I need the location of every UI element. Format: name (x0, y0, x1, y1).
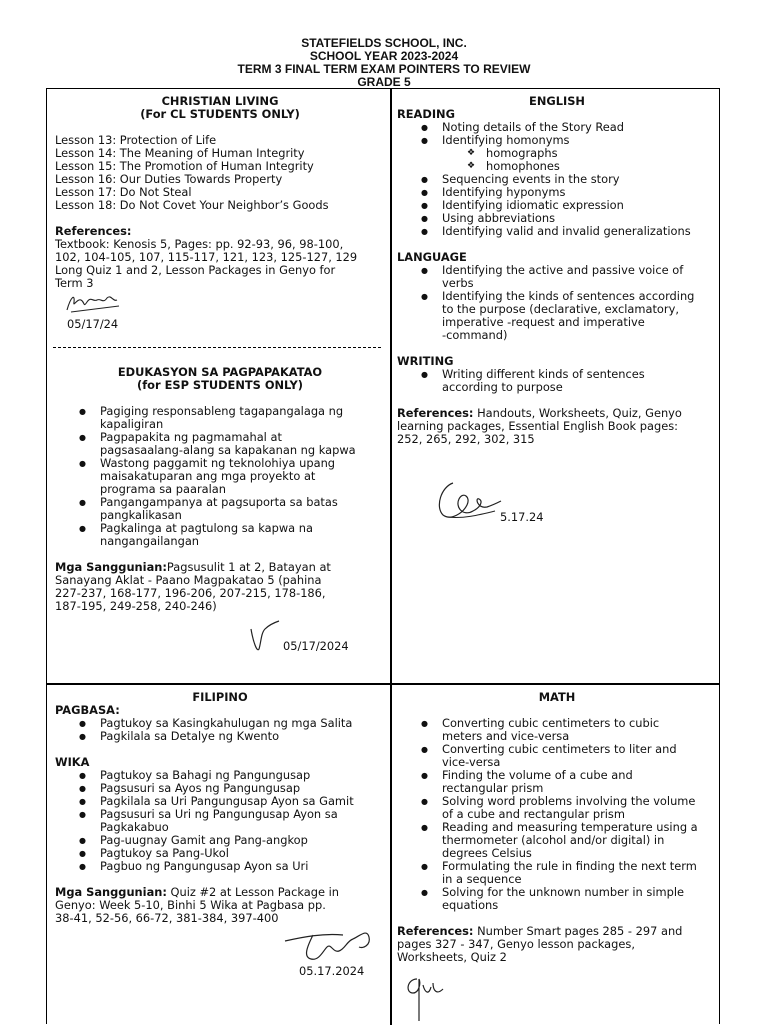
cl-title: CHRISTIAN LIVING (161, 94, 279, 108)
reading-item: ● Identifying homonyms (397, 134, 717, 147)
math-item: ● Solving word problems involving the volume of a cube and rectangular prism (397, 795, 717, 821)
lesson-item: Lesson 17: Do Not Steal (55, 185, 192, 199)
reading-subitem: ❖ homophones (397, 160, 717, 173)
reading-item: ● Sequencing events in the story (397, 173, 717, 186)
dashed-separator (53, 347, 381, 348)
lesson-item: Lesson 16: Our Duties Towards Property (55, 172, 283, 186)
english-cell (397, 95, 717, 446)
cl-lessons (55, 134, 385, 212)
filipino-signature (283, 927, 379, 967)
school-name: STATEFIELDS SCHOOL, INC. (301, 36, 467, 50)
cl-references-label: References: (55, 224, 132, 238)
math-item: ● Finding the volume of a cube and rectangular prism (397, 769, 717, 795)
english-references: References: Handouts, Worksheets, Quiz, Genyo (397, 406, 682, 420)
reading-subitem: ❖ homographs (397, 147, 717, 160)
lesson-item: Lesson 13: Protection of Life (55, 133, 217, 147)
wika-item: ● Pagtukoy sa Pang-Ukol (55, 847, 385, 860)
english-references-line: 252, 265, 292, 302, 315 (397, 432, 535, 446)
esp-date: 05/17/2024 (283, 639, 349, 653)
reading-item: ● Identifying valid and invalid generalizations (397, 225, 717, 238)
math-references-line: pages 327 - 347, Genyo lesson packages, (397, 937, 635, 951)
cl-references-line: Long Quiz 1 and 2, Lesson Packages in Genyo for (55, 263, 336, 277)
cl-references-line: Term 3 (55, 276, 94, 290)
filipino-cell (55, 691, 385, 925)
language-item: ● Identifying the active and passive voice of verbs (397, 264, 717, 290)
math-references: References: Number Smart pages 285 - 297 and (397, 924, 683, 938)
cl-references-line: Textbook: Kenosis 5, Pages: pp. 92-93, 96, 98-100, (55, 237, 344, 251)
cl-date: 05/17/24 (67, 317, 119, 331)
esp-title: EDUKASYON SA PAGPAPAKATAO (117, 365, 323, 379)
cl-subtitle: (For CL STUDENTS ONLY) (140, 107, 300, 121)
term-title: TERM 3 FINAL TERM EXAM POINTERS TO REVIEW (237, 62, 531, 76)
filipino-title: FILIPINO (192, 690, 248, 704)
filipino-references-line: 38-41, 52-56, 66-72, 381-384, 397-400 (55, 911, 279, 925)
math-item: ● Converting cubic centimeters to cubic meters and vice-versa (397, 717, 717, 743)
wika-item: ● Pagsusuri sa Ayos ng Pangungusap (55, 782, 385, 795)
filipino-date: 05.17.2024 (299, 964, 365, 978)
pointers-table (46, 88, 720, 1024)
reading-list (397, 121, 717, 238)
language-list (397, 264, 717, 342)
pagbasa-label: PAGBASA: (55, 703, 120, 717)
math-item: ● Reading and measuring temperature using a thermometer (alcohol and/or digital) in degrees Celsius (397, 821, 717, 860)
pagbasa-list (55, 717, 385, 743)
christian-living-cell (55, 95, 385, 290)
language-item: ● Identifying the kinds of sentences according to the purpose (declarative, exclamatory, imperative -request and imperative -command) (397, 290, 717, 342)
esp-item: ● Pangangampanya at pagsuporta sa batas pangkalikasan (55, 496, 385, 522)
grade-level: GRADE 5 (357, 75, 411, 89)
esp-item: ● Pagkalinga at pagtulong sa kapwa na nangangailangan (55, 522, 385, 548)
math-list (397, 717, 717, 912)
esp-list (55, 405, 385, 548)
cl-signature (65, 292, 125, 314)
document-header (0, 37, 768, 89)
lesson-item: Lesson 15: The Promotion of Human Integrity (55, 159, 314, 173)
esp-references-line: Sanayang Aklat - Paano Magpakatao 5 (pahina (55, 573, 322, 587)
esp-item: ● Pagpapakita ng pagmamahal at pagsasaalang-alang sa kapakanan ng kapwa (55, 431, 385, 457)
math-title: MATH (538, 690, 576, 704)
esp-item: ● Wastong paggamit ng teknolohiya upang maisakatuparan ang mga proyekto at programa sa paaralan (55, 457, 385, 496)
filipino-references-line: Genyo: Week 5-10, Binhi 5 Wika at Pagbasa pp. (55, 898, 326, 912)
esp-cell (55, 366, 385, 613)
wika-item: ● Pagkilala sa Uri Pangungusap Ayon sa Gamit (55, 795, 385, 808)
writing-label: WRITING (397, 354, 454, 368)
math-item: ● Formulating the rule in finding the next term in a sequence (397, 860, 717, 886)
writing-list (397, 368, 717, 394)
english-references-label: References: (397, 406, 474, 420)
writing-item: ● Writing different kinds of sentences according to purpose (397, 368, 717, 394)
esp-subtitle: (for ESP STUDENTS ONLY) (137, 378, 303, 392)
lesson-item: Lesson 18: Do Not Covet Your Neighbor’s Goods (55, 198, 329, 212)
row-divider (47, 683, 719, 685)
esp-references-label: Mga Sanggunian: (55, 560, 167, 574)
esp-references-line: 227-237, 168-177, 196-206, 207-215, 178-186, (55, 586, 326, 600)
math-item: ● Solving for the unknown number in simple equations (397, 886, 717, 912)
math-references-line: Worksheets, Quiz 2 (397, 950, 507, 964)
school-year: SCHOOL YEAR 2023-2024 (309, 49, 459, 63)
pagbasa-item: ● Pagkilala sa Detalye ng Kwento (55, 730, 385, 743)
wika-item: ● Pagsusuri sa Uri ng Pangungusap Ayon sa Pagkakabuo (55, 808, 385, 834)
esp-signature (247, 619, 283, 657)
lesson-item: Lesson 14: The Meaning of Human Integrity (55, 146, 305, 160)
reading-item: ● Identifying hyponyms (397, 186, 717, 199)
english-title: ENGLISH (529, 94, 585, 108)
math-signature (401, 973, 445, 1021)
esp-item: ● Pagiging responsableng tagapangalaga ng kapaligiran (55, 405, 385, 431)
wika-item: ● Pagbuo ng Pangungusap Ayon sa Uri (55, 860, 385, 873)
math-references-label: References: (397, 924, 474, 938)
filipino-references-label: Mga Sanggunian: (55, 885, 167, 899)
esp-references-line: 187-195, 249-258, 240-246) (55, 599, 217, 613)
pagbasa-item: ● Pagtukoy sa Kasingkahulugan ng mga Salita (55, 717, 385, 730)
reading-item: ● Identifying idiomatic expression (397, 199, 717, 212)
reading-item: ● Using abbreviations (397, 212, 717, 225)
wika-item: ● Pagtukoy sa Bahagi ng Pangungusap (55, 769, 385, 782)
english-signature (433, 477, 503, 527)
wika-item: ● Pag-uugnay Gamit ang Pang-angkop (55, 834, 385, 847)
math-cell (397, 691, 717, 964)
wika-list (55, 769, 385, 873)
language-label: LANGUAGE (397, 250, 467, 264)
english-references-line: learning packages, Essential English Book pages: (397, 419, 678, 433)
math-item: ● Converting cubic centimeters to liter and vice-versa (397, 743, 717, 769)
column-divider (390, 89, 392, 1025)
filipino-references: Mga Sanggunian: Quiz #2 at Lesson Package in (55, 885, 340, 899)
reading-label: READING (397, 107, 455, 121)
cl-references-line: 102, 104-105, 107, 115-117, 121, 123, 125-127, 129 (55, 250, 358, 264)
reading-item: ● Noting details of the Story Read (397, 121, 717, 134)
english-date: 5.17.24 (500, 510, 544, 524)
wika-label: WIKA (55, 755, 90, 769)
esp-references: Mga Sanggunian:Pagsusulit 1 at 2, Batayan at (55, 560, 331, 574)
